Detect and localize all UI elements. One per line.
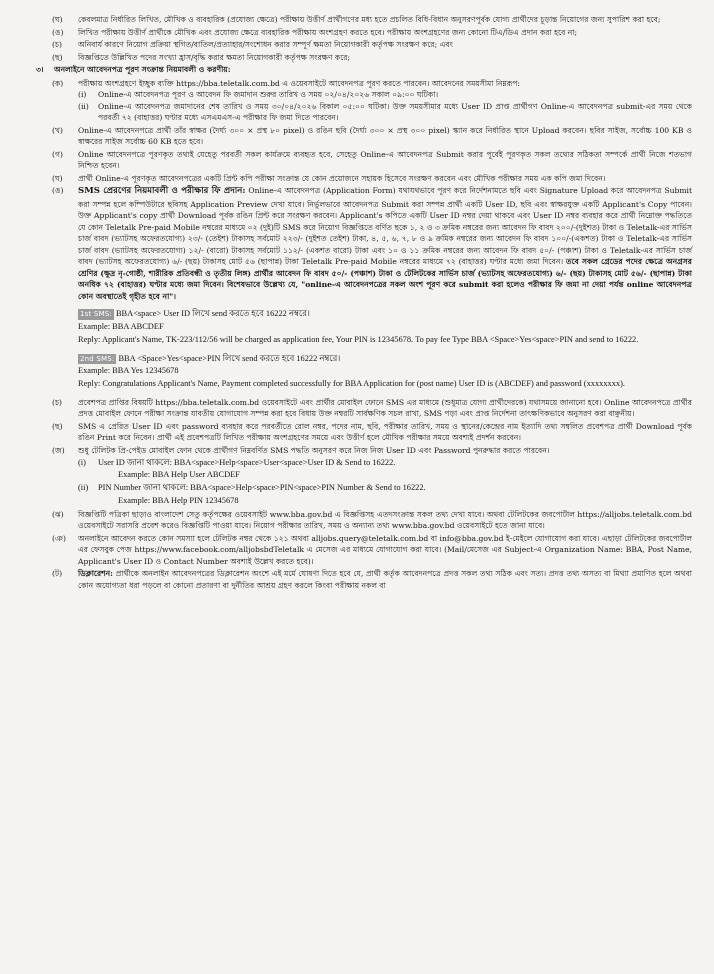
- list-text: অনলাইনে আবেদন করতে কোন সমস্যা হলে টেলিটক নম্বর থেকে ১২১ অথবা alljobs.query@teletalk.com.bd বা info@bba.gov.bd ই-মেইলে যোগাযোগ করা যাবে। এছাড়া টেলিটকের জবপোর্টাল এর ফেসবুক পেজ https://www.facebook.com/alljobsbdTeletalk এ মেসেজ এর মাধ্যমে যোগাযোগ করা যাবে। (Mail/মেসেজ এর Subject-এ Organization Name: BBA, Post Name, Applicant's User ID ও Contact Number অবশ্যই উল্লেখ করতে হবে)।: [78, 533, 692, 566]
- list-marker: (ঘ): [52, 15, 63, 24]
- list-text: Online আবেদনপত্রে পূরণকৃত তথ্যই যেহেতু পরবর্তী সকল কার্যক্রমে ব্যবহৃত হবে, সেহেতু Online-এ আবেদনপত্র Submit করার পূর্বেই পূরণকৃত সকল তথ্যের সঠিকতা সম্পর্কে প্রার্থী নিজে শতভাগ নিশ্চিত হবেন।: [78, 149, 692, 171]
- list-marker: (জ): [52, 446, 65, 455]
- sub-item: [78, 89, 692, 101]
- sub-marker: (ii): [78, 101, 89, 111]
- sms-instruction: BBA <Space>Yes<space>PIN লিখে send করতে হবে 16222 নম্বরে।: [118, 353, 341, 363]
- sub-text: User ID জানা থাকলে: BBA<space>Help<space>User<space>User ID & Send to 16222.: [98, 457, 396, 467]
- list-text: অনিবার্য কারণে নিয়োগ প্রক্রিয়া স্থগিত/বাতিল/প্রত্যাহার/সংশোধন করার সম্পূর্ণ ক্ষমতা নিয়োগকারী কর্তৃপক্ষ সংরক্ষণ করে; এবং: [78, 40, 453, 50]
- sms-tag-badge: 2nd SMS:: [80, 354, 115, 363]
- list-marker: (ছ): [52, 421, 63, 431]
- list-item-recover-credentials: [52, 445, 692, 508]
- list-text: লিখিত পরীক্ষায় উত্তীর্ণ প্রার্থীকে মৌখিক এবং প্রযোজ্য ক্ষেত্রে ব্যবহারিক পরীক্ষায় অংশগ্রহণ করতে হবে। পরীক্ষায় অংশগ্রহণের জন্য কোনো টিএ/ডিএ প্রদান করা হবে না;: [78, 27, 578, 37]
- list-item-application-period: [52, 78, 692, 124]
- list-marker: (ঘ): [52, 173, 63, 183]
- sub-text: Online-এ আবেদনপত্র জমাদানের শেষ তারিখ ও সময় ৩০/০৪/২০২৬ বিকাল ০৫:০০ ঘটিকা। উক্ত সময়সীমার মধ্যে User ID প্রাপ্ত প্রার্থীগণ Online-এ আবেদনপত্র submit-এর সময় থেকে পরবর্তী ৭২ (বাহাত্তর) ঘণ্টার মধ্যে এসএমএস-এ পরীক্ষার ফি জমা দিতে পারবেন।: [98, 101, 692, 123]
- list-item: [52, 52, 692, 64]
- list-item-admit-card-notice: [52, 397, 692, 420]
- sub-item: [78, 457, 692, 483]
- list-marker: (ঞ): [52, 533, 66, 543]
- sub-item: [78, 482, 692, 508]
- sub-text: Online-এ আবেদনপত্র পূরণ ও আবেদন ফি জমাদান শুরুর তারিখ ও সময় ০২/০৪/২০২৬ সকাল ০৯:০০ ঘটিকা।: [98, 90, 439, 100]
- list-item-print-copy: [52, 173, 692, 185]
- sub-example: Example: BBA Help PIN 12345678: [118, 495, 239, 505]
- list-item-support-contact: [52, 533, 692, 568]
- list-marker: (গ): [52, 149, 63, 159]
- list-text: বিজ্ঞপ্তিটি পত্রিকা ছাড়াও বাংলাদেশ সেতু কর্তৃপক্ষের ওয়েবসাইট www.bba.gov.bd এ বিজ্ঞপ্তিসহ এতদসংক্রান্ত সকল তথ্য দেখা যাবে। অথবা টেলিটকের জবপোর্টাল https://alljobs.teletalk.com.bd ওয়েবসাইটে সরাসরি প্রবেশ করেও বিজ্ঞপ্তিটি পাওয়া যাবে। নিয়োগ পরীক্ষার তারিখ, সময় ও অন্যান্য তথ্য www.bba.gov.bd ওয়েবসাইটে হতে জানা যাবে।: [78, 509, 692, 531]
- sub-marker: (i): [78, 457, 86, 467]
- sms-reply: Reply: Applicant's Name, TK-223/112/56 will be charged as application fee, Your PIN is 12345678. To pay fee Type BBA <Space>Yes<space>PIN and send to 16222.: [78, 334, 639, 344]
- sms-reply: Reply: Congratulations Applicant's Name, Payment completed successfully for BBA Application for (post name) User ID is (ABCDEF) and password (xxxxxxxx).: [78, 379, 625, 389]
- sub-marker: (i): [78, 90, 87, 100]
- sub-text: PIN Number জানা থাকলে: BBA<space>Help<space>PIN<space>PIN Number & Send to 16222.: [98, 483, 426, 493]
- sms-second-block: [78, 353, 692, 391]
- list-text: প্রার্থী Online-এ পূরণকৃত আবেদনপত্রের একটি প্রিন্ট কপি পরীক্ষা সংক্রান্ত যে কোন প্রয়োজনে সহায়ক হিসেবে সংরক্ষণ করবেন এবং মৌখিক পরীক্ষার সময় এক কপি জমা দিবেন।: [78, 173, 606, 183]
- sub-marker: (ii): [78, 483, 89, 493]
- section-title: অনলাইনে আবেদনপত্র পূরণ সংক্রান্ত নিয়মাবলী ও করণীয়:: [54, 65, 231, 75]
- list-text: SMS এ প্রেরিত User ID এবং password ব্যবহার করে পরবর্তীতে রোল নম্বর, পদের নাম, ছবি, পরীক্ষার তারিখ, সময় ও স্থানের/কেন্দ্রের নাম ইত্যাদি তথ্য সম্বলিত প্রবেশপত্র প্রার্থী Download পূর্বক রঙিন Print করে নিবেন। প্রার্থী এই প্রবেশপত্রটি লিখিত পরীক্ষায় অংশগ্রহণের সময়ে এবং উত্তীর্ণ হলে মৌখিক পরীক্ষার সময়ে অবশ্যই প্রদর্শন করবেন।: [78, 421, 692, 443]
- list-text: শুধু টেলিটক প্রি-পেইড মোবাইল ফোন থেকে প্রার্থীগণ নিম্নবর্ণিত SMS পদ্ধতি অনুসরণ করে নিজ নিজ User ID এবং Password পুনরুদ্ধার করতে পারবেন।: [78, 446, 550, 455]
- list-marker: (ঝ): [52, 509, 64, 519]
- sms-rules-heading: SMS প্রেরণের নিয়মাবলী ও পরীক্ষার ফি প্রদান:: [78, 186, 246, 197]
- list-item-admit-card-download: [52, 421, 692, 444]
- list-marker: (চ): [52, 397, 63, 407]
- list-marker: (চ): [52, 40, 63, 50]
- list-item-circular-website: [52, 509, 692, 532]
- declaration-heading: ডিক্লারেশন:: [78, 569, 113, 579]
- sms-example: Example: BBA Yes 12345678: [78, 366, 179, 376]
- list-marker: (ছ): [52, 52, 63, 62]
- sub-example: Example: BBA Help User ABCDEF: [118, 470, 240, 480]
- sms-instruction: BBA<space> User ID লিখে send করতে হবে 16222 নম্বরে।: [115, 309, 310, 319]
- sms-tag-badge: 1st SMS:: [80, 310, 112, 319]
- list-item: [52, 27, 692, 39]
- list-marker: (ক): [52, 78, 64, 88]
- list-marker: (ঙ): [52, 27, 64, 37]
- list-text: প্রবেশপত্র প্রাপ্তির বিষয়টি https://bba.teletalk.com.bd ওয়েবসাইটে এবং প্রার্থীর মোবাইল ফোনে SMS এর মাধ্যমে (শুধুমাত্র যোগ্য প্রার্থীদেরকে) যথাসময়ে জানানো হবে। Online আবেদনপত্রে প্রার্থীর প্রদত্ত মোবাইল ফোনে পরীক্ষা সংক্রান্ত যাবতীয় যোগাযোগ সম্পন্ন করা হবে বিধায় উক্ত নম্বরটি সার্বক্ষণিক সচল রাখা, SMS পড়া এবং প্রাপ্ত নির্দেশনা তাৎক্ষণিকভাবে অনুসরণ করা বাঞ্ছনীয়।: [78, 397, 692, 419]
- list-item-info-accuracy: [52, 149, 692, 172]
- list-text: Online-এ আবেদনপত্রে প্রার্থী তাঁর স্বাক্ষর (দৈর্ঘ্য ৩০০ × প্রস্থ ৮০ pixel) ও রঙিন ছবি (দৈর্ঘ্য ৩০০ × প্রস্থ ৩০০ pixel) স্ক্যান করে নির্ধারিত স্থানে Upload করবেন। ছবির সাইজ, সর্বোচ্চ 100 KB ও স্বাক্ষরের সাইজ সর্বোচ্চ 60 KB হতে হবে।: [78, 125, 692, 147]
- top-list: [52, 14, 692, 63]
- list-item: [52, 14, 692, 26]
- sms-first-block: [78, 308, 692, 346]
- list-text: বিজ্ঞপ্তিতে উল্লিখিত পদের সংখ্যা হ্রাস/বৃদ্ধি করার ক্ষমতা নিয়োগকারী কর্তৃপক্ষ সংরক্ষণ করে;: [78, 52, 351, 62]
- sub-item: [78, 101, 692, 124]
- section-number: ৩।: [36, 65, 44, 75]
- list-item-declaration: [52, 568, 692, 591]
- list-marker: (খ): [52, 125, 63, 135]
- list-text: কেবলমাত্র নির্ধারিত লিখিত, মৌখিক ও ব্যবহারিক (প্রযোজ্য ক্ষেত্রে) পরীক্ষায় উত্তীর্ণ প্রার্থীগণের মধ্য হতে প্রচলিত বিধি-বিধান অনুসরণপূর্বক যোগ্য প্রার্থীদের চূড়ান্ত নিয়োগের জন্য সুপারিশ করা হবে;: [78, 15, 661, 24]
- list-item: [52, 39, 692, 51]
- special-note: তবে সকল গ্রেডের পদের ক্ষেত্রে অনগ্রসর শ্রেণির (ক্ষুদ্র নৃ-গোষ্ঠী, শারীরিক প্রতিবন্ধী ও তৃতীয় লিঙ্গ) প্রার্থীর আবেদন ফি বাবদ ৫০/- (পঞ্চাশ) টাকা ও টেলিটকের সার্ভিস চার্জ (ভ্যাটসহ অফেরতযোগ্য) ৬/- (ছয়) টাকাসহ মোট ৫৬/- (ছাপান্ন) টাকা অনধিক ৭২ (বাহাত্তর) ঘণ্টার মধ্যে জমা দিবেন। বিশেষভাবে উল্লেখ্য যে, "online-এ আবেদনপত্রের সকল অংশ পূরণ করে submit করা হলেও পরীক্ষার ফি জমা না দেয়া পর্যন্ত online আবেদনপত্র কোন অবস্থাতেই গৃহীত হবে না"।: [78, 257, 692, 301]
- list-text: প্রার্থীকে অনলাইন আবেদনপত্রের ডিক্লারেশন অংশে এই মর্মে ঘোষণা দিতে হবে যে, প্রার্থী কর্তৃক আবেদনপত্রে প্রদত্ত সকল তথ্য সঠিক এবং সত্য। প্রদত্ত তথ্য অসত্য বা মিথ্যা প্রমাণিত হলে অথবা কোন অযোগ্যতা ধরা পড়লে বা কোনো প্রতারণা বা দুর্নীতির আশ্রয় গ্রহণ করলে কিংবা পরীক্ষায় নকল বা: [78, 569, 692, 590]
- list-item-sms-rules: [52, 185, 692, 302]
- list-text: পরীক্ষায় অংশগ্রহণে ইচ্ছুক ব্যক্তি https://bba.teletalk.com.bd এ ওয়েবসাইটে আবেদনপত্র পূরণ করতে পারবেন। আবেদনের সময়সীমা নিম্নরূপ:: [78, 78, 520, 88]
- sms-example: Example: BBA ABCDEF: [78, 322, 164, 332]
- section-heading: [36, 64, 692, 76]
- list-marker: (ঙ): [52, 186, 64, 196]
- list-text: Online-এ আবেদনপত্র (Application Form) যথাযথভাবে পূরণ করে নির্দেশনামতে ছবি এবং Signature Upload করে আবেদনপত্র Submit করা সম্পন্ন হলে কম্পিউটারে ছবিসহ Application Preview দেখা যাবে। নির্ভুলভাবে আবেদনপত্র Submit করা সম্পন্ন প্রার্থী একটি User ID, ছবি এবং স্বাক্ষরযুক্ত একটি Applicant's Copy পাবেন। উক্ত Applicant's copy প্রার্থী Download পূর্বক রঙিন প্রিন্ট করে সংরক্ষণ করবেন। Applicant's কপিতে একটি User ID নম্বর দেয়া থাকবে এবং User ID নম্বর ব্যবহার করে প্রার্থী নিম্নোক্ত পদ্ধতিতে যে কোন Teletalk Pre-paid Mobile নম্বরের মাধ্যমে ০২ (দুই)টি SMS করে নিয়োগ বিজ্ঞপ্তিতে বর্ণিত ছকে ১, ২ ও ৩ ক্রমিক নম্বরের জন্য আবেদন ফি বাবদ ২০০/-(দুইশত) টাকা ও Teletalk-এর সার্ভিস চার্জ বাবদ (ভ্যাটসহ অফেরতযোগ্য) ২৩/- (তেইশ) টাকাসহ সর্বমোট ২২৩/- (দুইশত তেইশ) টাকা, ৪, ৫, ৬, ৭, ৮ ও ৯ ক্রমিক নম্বরের জন্য আবেদন ফি বাবদ ১০০/-(একশত) টাকা ও Teletalk-এর সার্ভিস চার্জ বাবদ (ভ্যাটসহ অফেরতযোগ্য) ১২/- (বারো) টাকাসহ সর্বমোট ১১২/- (একশত বারো) টাকা এবং ১০ ও ১১ ক্রমিক নম্বরের জন্য আবেদন ফি বাবদ ৫০/- (পঞ্চাশ) টাকা ও Teletalk-এর সার্ভিস চার্জ বাবদ (ভ্যাটসহ অফেরতযোগ্য) ৬/- (ছয়) টাকাসহ মোট ৫৬ (ছাপান্ন) টাকা Teletalk Pre-paid Mobile নম্বরের মাধ্যমে ৭২ (বাহাত্তর) ঘণ্টার মধ্যে জমা দিবেন।: [78, 186, 692, 267]
- list-marker: (ট): [52, 569, 63, 579]
- list-item-photo-upload: [52, 125, 692, 148]
